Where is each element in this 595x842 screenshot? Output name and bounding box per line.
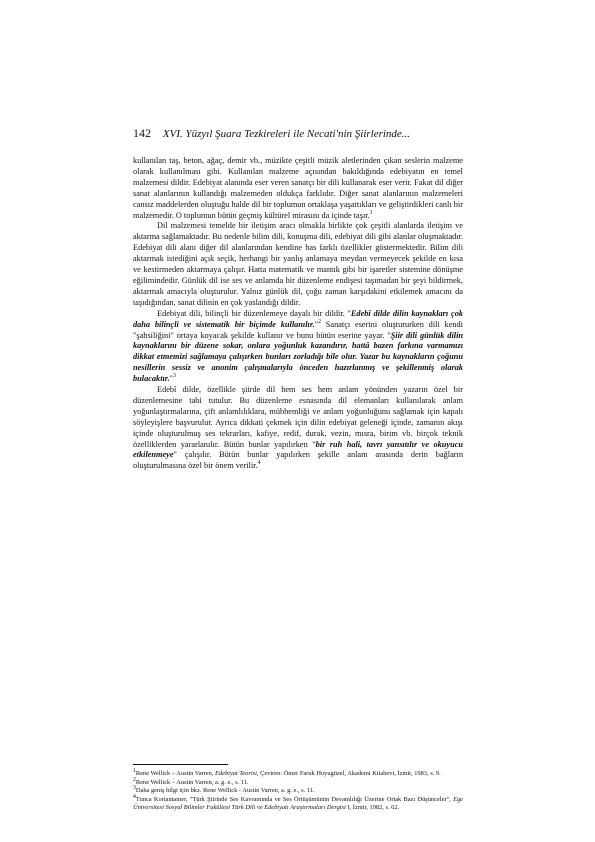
footnote-1: $^1$Rene Wellick – Austin Varren, Edebiyat Teorisi, Çeviren: Ömer Faruk Huyugüzel, Akademi Kitabevi, İzmir, 1983, s. 9. — [133, 767, 441, 777]
footnote-ref-4: 4 — [257, 460, 261, 467]
quotation-3: bir ruh hali, tavrı yansıtılır ve okuyucu etkilenmeye — [133, 439, 463, 460]
running-header — [133, 126, 463, 141]
footnote-4: $^4$Tunca Kortantamer, "Türk Şiirinde Ses Kavramında ve Ses Örtüşümünün Devamlılığı Üzerine Ortak Bazı Düşünceler", Ege Üniversitesi Sosyal Bilimler Fakültesi Türk Dili ve Edebiyatı Araştırmaları Dergisi I, İzmir, 1982, s. 62. — [133, 793, 463, 812]
footnote-ref-2: 2 — [318, 318, 321, 325]
page-number: 142 — [133, 126, 151, 140]
footnote-2: $^2$Rene Wellick – Austin Varren, a. g. e., s. 11. — [133, 776, 249, 786]
body-text — [133, 156, 463, 472]
paragraph-4: Edebî dilde, özellikle şiirde dil hem ses hem anlam yönünden yazarın özel bir düzenlemesine tabi tutulur. Bu düzenleme esnasında dil elemanları kullanılarak anlam yoğunlaştırmalarına, çift anlamlılıklara, mübhemliği ve anlam yoğunluğunu sağlamak için kapalı söyleyişlere başvurulur. Ayrıca dikkati çekmek için dilin edebiyat geleneği içinde, zamanın akışı içinde oluşturulmuş ses tekrarları, kafiye, redif, durak, vezin, mısra, birim vb. birçok teknik özelliklerden yararlanılır. Bütün bunlar yapılırken "bir ruh hali, tavrı yansıtılır ve okuyucu etkilenmeye" çalışılır. Bütün bunlar yapılırken şekille anlam arasında derin bağların oluşturulmasına özel bir önem verilir.$^4$ — [133, 385, 463, 471]
running-title: XVI. Yüzyıl Şuara Tezkireleri ile Necati'nin Şiirlerinde... — [162, 128, 411, 140]
footnote-3: $^3$Daha geniş bilgi için bkz. Rene Wellick - Austin Varren, a. g. e., s. 11. — [133, 785, 315, 795]
quotation-2: Şiir dili günlük dilin kaynaklarını bir düzene sokar, onlara yoğunluk kazandırır, hattâ bazen farkına varmamızı dikkat etmemizi sağlamaya çalışırken bunları zorladığı bile olur. Yazar bu kaynakların çoğunu nesillerin sessiz ve anonim çalışmalarıyla önceden hazırlanmış ve şekillenmiş olarak bulacaktır. — [133, 330, 463, 384]
footnote-ref-3: 3 — [173, 373, 176, 380]
paragraph-2: Dil malzemesi temelde bir iletişim aracı olmakla birlikte çok çeşitli alanlarda iletişim ve aktarma sağlamaktadır. Bu nedenle bilim dili, konuşma dili, edebiyat dili gibi alanlar oluşmaktadır. Edebiyat dili alanı diğer dil alanlarından kendine has farklı özellikler göstermektedir. Bilim dili aktarmak istediğini açık seçik, herhangi bir yanlış anlamaya meydan vermeyecek şekilde en kısa ve kestirmeden aktarmaya çalışır. Hatta matematik ve mantık gibi bir işaretler sistemine dönüşme eğilimindedir. Günlük dil ise ses ve anlamda bir düzenleme endişesi taşımadan bir şeyi bildirmek, aktarmak amacıyla oluşturulur. Yalnız günlük dil, çoğu zaman karşıdakini etkilemek amacını da taşıdığından, sanat dilinin en çok yaslandığı dildir. — [133, 221, 463, 307]
quotation-1: Edebî dilde dilin kaynakları çok daha bilinçli ve sistematik bir biçimde kullanılır. — [133, 308, 463, 329]
footnotes — [133, 767, 463, 813]
footnote-ref-1: 1 — [369, 209, 373, 216]
paragraph-1: kullanılan taş, beton, ağaç, demir vb., müzikte çeşitli müzik aletlerinden çıkan seslerin malzeme olarak kullanılması gibi. Kullanılan malzeme açısından bakıldığında edebiyatın en temel malzemesi dildir. Edebiyat alanında eser veren sanatçı bir dili kullanarak eser verir. Fakat dil diğer sanat alanlarının kullandığı malzemeden oldukça farklıdır. Diğer sanat alanlarının malzemeleri cansız maddelerden oluştuğu halde dil bir toplumun ortaklaşa yaşattıkları ve geliştirdikleri canlı bir malzemedir. O toplumun bütün geçmiş kültürel mirasını da içinde taşır.$^1$ — [133, 156, 463, 220]
footnote-separator — [133, 764, 228, 765]
paragraph-3: Edebiyat dili, bilinçli bir düzenlemeye dayalı bir dildir. "Edebî dilde dilin kaynakları çok daha bilinçli ve sistematik bir biçimde kullanılır."$^2$ Sanatçı eserini oluştururken dili kendi "şahsiliğini" ortaya koyacak şekilde kullanır ve bunu bütün eserine yayar. "Şiir dili günlük dilin kaynaklarını bir düzene sokar, onlara yoğunluk kazandırır, hattâ bazen farkına varmamızı dikkat etmemizi sağlamaya çalışırken bunları zorladığı bile olur. Yazar bu kaynakların çoğunu nesillerin sessiz ve anonim çalışmalarıyla önceden hazırlanmış ve şekillenmiş olarak bulacaktır."$^3$ — [133, 308, 463, 384]
